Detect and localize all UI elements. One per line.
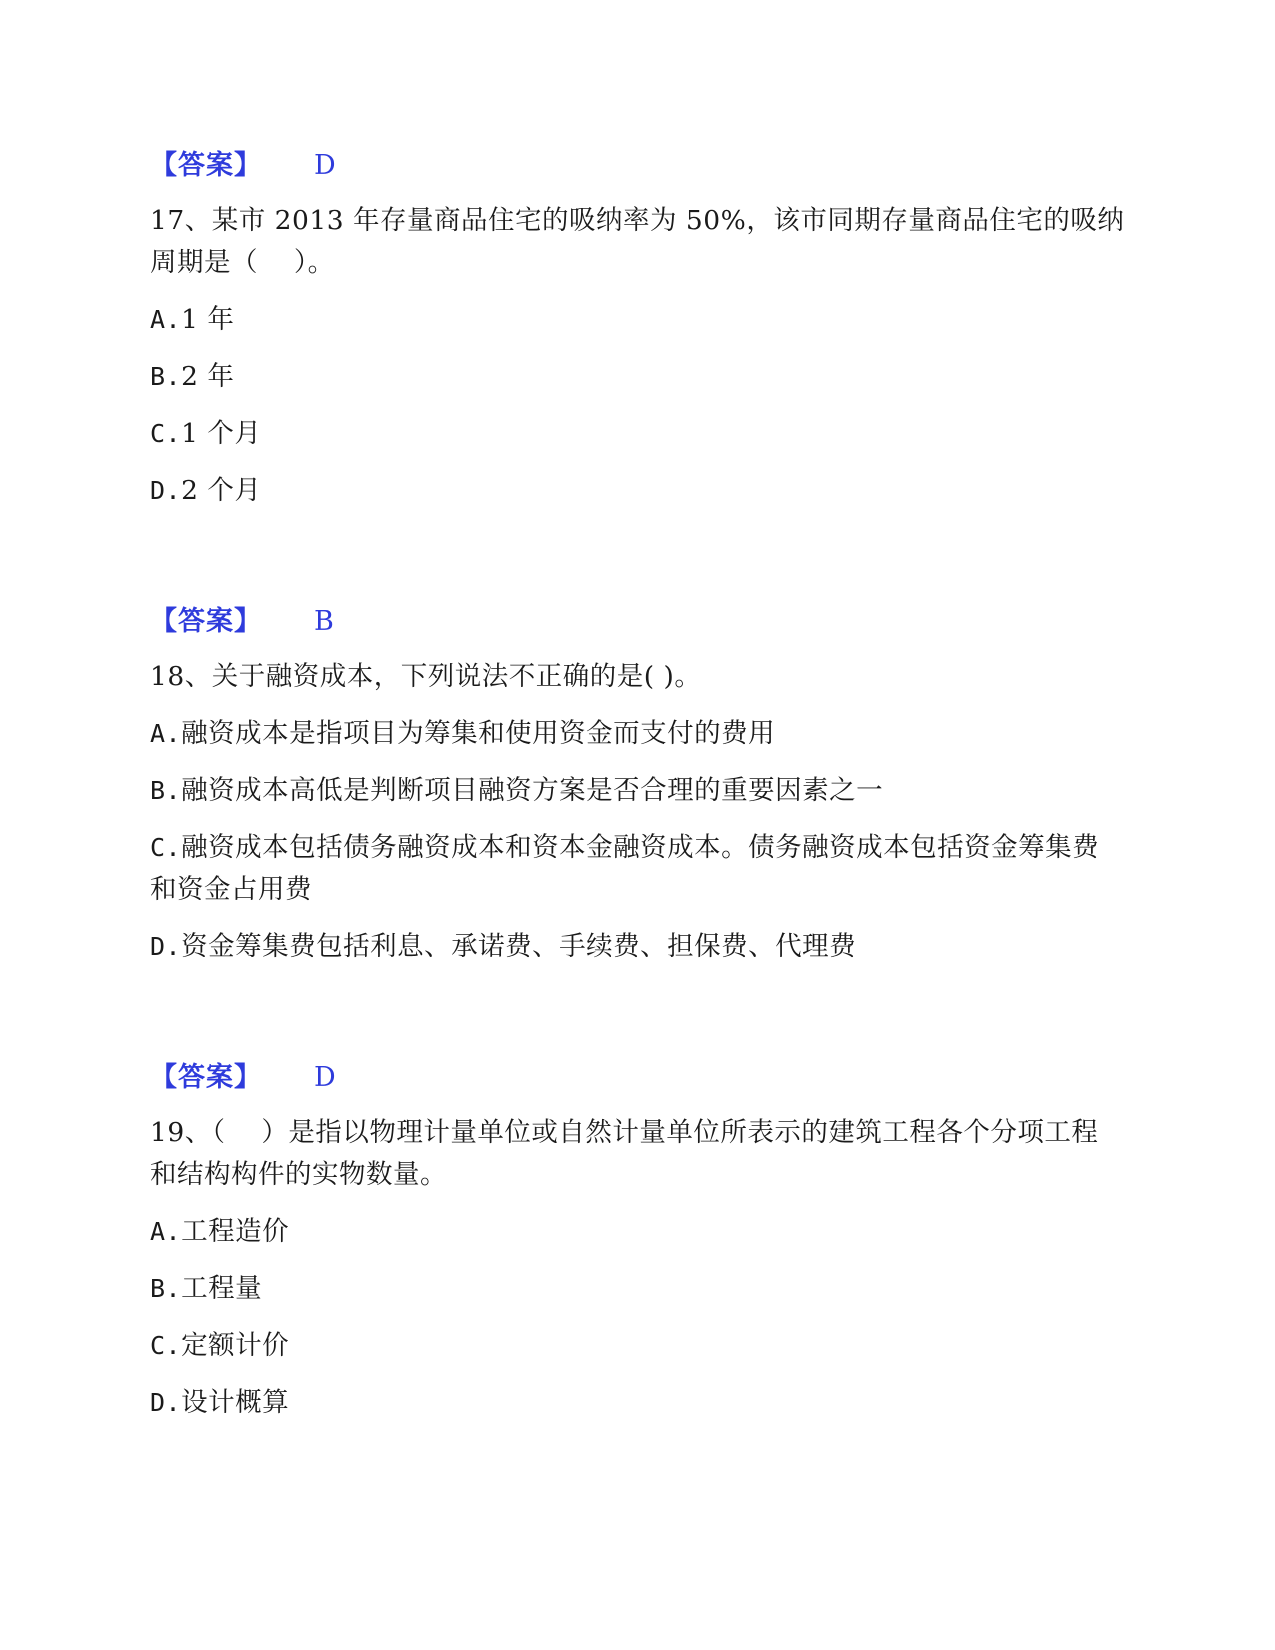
option-key: C.	[150, 833, 182, 862]
option-a	[150, 299, 1125, 341]
answer-line	[150, 146, 1125, 186]
question-text: 19、（ ）是指以物理计量单位或自然计量单位所表示的建筑工程各个分项工程和结构构件的实物数量。	[150, 1117, 1099, 1190]
option-text: 1 年	[181, 304, 235, 335]
option-key: D.	[150, 1388, 182, 1417]
option-text: 2 个月	[181, 475, 262, 506]
option-key: A.	[150, 305, 182, 334]
question-block-19	[150, 1058, 1125, 1424]
option-key: C.	[150, 1331, 182, 1360]
question-text: 18、关于融资成本，下列说法不正确的是( )。	[150, 661, 702, 692]
option-key: B.	[150, 362, 182, 391]
answer-label: 【答案】	[150, 606, 262, 637]
option-text: 1 个月	[181, 418, 262, 449]
answer-label: 【答案】	[150, 1062, 262, 1093]
option-d	[150, 470, 1125, 512]
option-text: 融资成本包括债务融资成本和资本金融资成本。债务融资成本包括资金筹集费和资金占用费	[150, 832, 1100, 905]
answer-line	[150, 602, 1125, 642]
question-text: 17、某市 2013 年存量商品住宅的吸纳率为 50%，该市同期存量商品住宅的吸纳周期是（ ）。	[150, 205, 1125, 278]
option-key: D.	[150, 932, 182, 961]
question-block-17	[150, 146, 1125, 512]
answer-value: D	[314, 1062, 336, 1093]
option-a	[150, 1211, 1125, 1253]
option-key: A.	[150, 719, 182, 748]
option-b	[150, 356, 1125, 398]
option-key: B.	[150, 776, 182, 805]
option-a	[150, 713, 1125, 755]
option-text: 工程量	[181, 1273, 263, 1304]
answer-value: D	[314, 150, 336, 181]
option-b	[150, 770, 1125, 812]
answer-value: B	[314, 606, 334, 637]
option-c	[150, 413, 1125, 455]
option-text: 融资成本是指项目为筹集和使用资金而支付的费用	[181, 718, 776, 749]
answer-label: 【答案】	[150, 150, 262, 181]
option-text: 设计概算	[181, 1387, 290, 1418]
option-d	[150, 926, 1125, 968]
option-text: 工程造价	[181, 1216, 290, 1247]
option-key: C.	[150, 419, 182, 448]
option-text: 2 年	[181, 361, 235, 392]
option-text: 资金筹集费包括利息、承诺费、手续费、担保费、代理费	[181, 931, 857, 962]
option-c	[150, 1325, 1125, 1367]
option-c	[150, 827, 1125, 911]
option-text: 定额计价	[181, 1330, 290, 1361]
question-block-18	[150, 602, 1125, 968]
option-d	[150, 1382, 1125, 1424]
option-b	[150, 1268, 1125, 1310]
option-key: A.	[150, 1217, 182, 1246]
option-text: 融资成本高低是判断项目融资方案是否合理的重要因素之一	[181, 775, 884, 806]
option-key: D.	[150, 476, 182, 505]
answer-line	[150, 1058, 1125, 1098]
option-key: B.	[150, 1274, 182, 1303]
